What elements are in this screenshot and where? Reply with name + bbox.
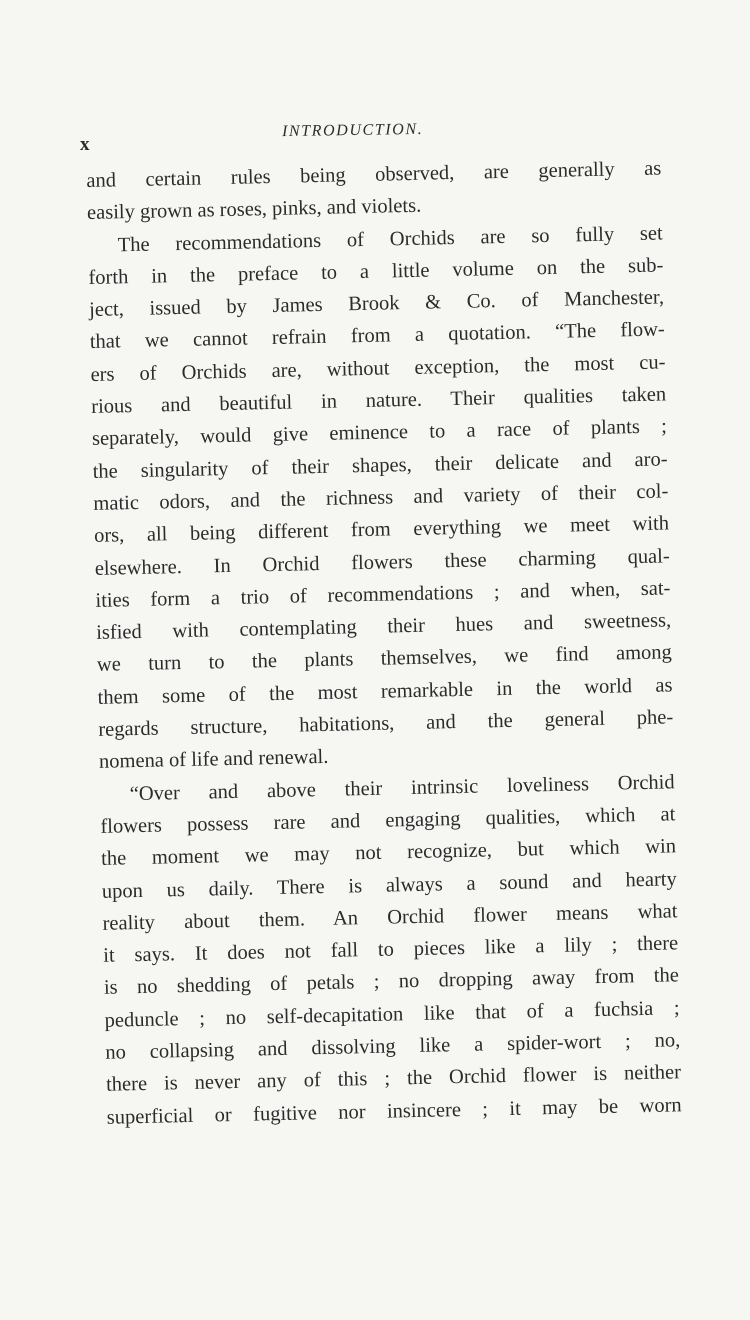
text-line: superficial or fugitive nor insincere ; it may be worn xyxy=(106,1093,682,1129)
text-line: nomena of life and renewal. xyxy=(98,746,329,774)
text-line: easily grown as roses, pinks, and violets. xyxy=(86,194,422,225)
text-line: flowers possess rare and engaging qualities, which at xyxy=(100,803,676,838)
text-line: regards structure, habitations, and the general phe- xyxy=(98,706,674,741)
text-line: ities form a trio of recommendations ; and when, sat- xyxy=(95,577,671,612)
body-text xyxy=(86,152,682,1133)
text-line: the moment we may not recognize, but which win xyxy=(100,835,677,871)
text-line: upon us daily. There is always a sound and hearty xyxy=(101,867,677,903)
page-number: x xyxy=(80,134,91,155)
text-line: “Over and above their intrinsic loveliness Orchid xyxy=(129,770,675,805)
text-line: reality about them. An Orchid flower means what xyxy=(102,900,678,935)
text-line: them some of the most remarkable in the world as xyxy=(97,674,673,709)
text-line: isfied with contemplating their hues and sweetness, xyxy=(95,609,672,645)
text-line: we turn to the plants themselves, we find among xyxy=(96,641,673,677)
text-line: ject, issued by James Brook & Co. of Manchester, xyxy=(88,286,665,322)
text-line: peduncle ; no self-decapitation like that of a fuchsia ; xyxy=(104,996,680,1032)
text-line: is no shedding of petals ; no dropping away from the xyxy=(103,964,680,1000)
text-line: elsewhere. In Orchid flowers these charming qual- xyxy=(94,544,670,580)
text-line: ors, all being different from everything we meet with xyxy=(93,512,670,548)
text-line: no collapsing and dissolving like a spider-wort ; no, xyxy=(105,1029,681,1064)
text-line: ers of Orchids are, without exception, the most cu- xyxy=(90,351,666,386)
text-line: it says. It does not fall to pieces like a lily ; there xyxy=(103,932,679,967)
text-line: that we cannot refrain from a quotation. “The flow- xyxy=(89,318,665,354)
running-head: INTRODUCTION. xyxy=(281,120,424,141)
text-line: and certain rules being observed, are generally as xyxy=(86,157,662,192)
text-line: matic odors, and the richness and variety of their col- xyxy=(93,480,669,515)
text-line: the singularity of their shapes, their delicate and aro- xyxy=(92,448,668,483)
text-line: separately, would give eminence to a race of plants ; xyxy=(91,415,668,451)
text-line: there is never any of this ; the Orchid flower is neither xyxy=(105,1061,682,1097)
text-line: rious and beautiful in nature. Their qualities taken xyxy=(91,383,667,419)
text-line: The recommendations of Orchids are so fully set xyxy=(117,222,663,256)
text-line: forth in the preface to a little volume on the sub- xyxy=(88,254,664,289)
